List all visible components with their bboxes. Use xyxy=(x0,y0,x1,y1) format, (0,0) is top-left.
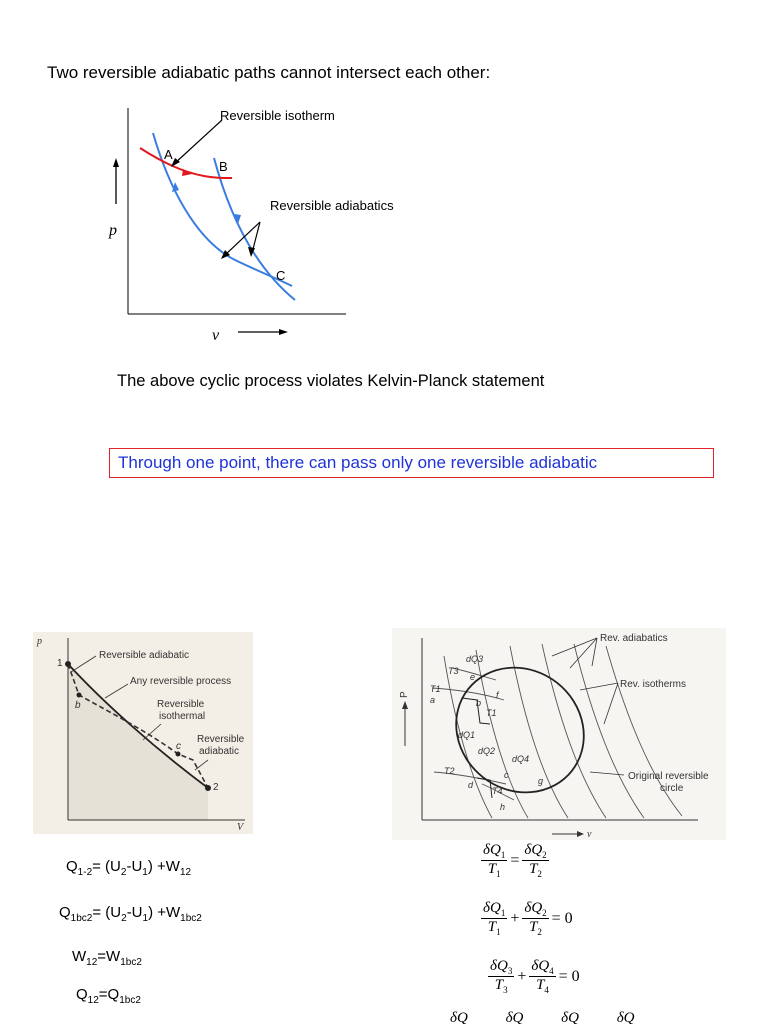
label-rev-isothermal-2: isothermal xyxy=(159,711,206,722)
label-point-1: 1 xyxy=(57,658,63,669)
label-point-2: 2 xyxy=(213,782,219,793)
equation-sum-zero-12: $\frac{\delta Q_1}{T_1}$ + $\frac{\delta Q_2}{T_2}$ = 0 xyxy=(483,900,573,937)
label-rev-adiabatic2-1: Reversible xyxy=(197,734,245,745)
point-2 xyxy=(205,785,211,791)
isotherm-pointer xyxy=(174,120,222,164)
fraction: $\frac{\delta Q_1}{T_1}$ xyxy=(483,900,506,937)
label-dq2: dQ2 xyxy=(478,746,496,756)
v-axis-label: v xyxy=(587,829,592,840)
label-rev-adiabatics: Rev. adiabatics xyxy=(600,633,668,644)
label-t2: T2 xyxy=(444,766,455,776)
fraction: $\frac{\delta Q_1}{T_1}$ xyxy=(483,842,506,879)
equation-first-law-direct: $Q_{1-2}= (U_2-U_1) +W_{12}$ xyxy=(66,858,192,878)
p-axis-label: P xyxy=(399,691,410,698)
label-a: a xyxy=(430,695,436,705)
label-t3: T3 xyxy=(448,666,459,676)
label-original-1: Original reversible xyxy=(628,771,709,782)
label-dq1: dQ1 xyxy=(458,730,476,740)
point-b-label: B xyxy=(219,159,228,174)
label-rev-adiabatic2-2: adiabatic xyxy=(199,746,240,757)
equation-ratio-equal: $\frac{\delta Q_1}{T_1}$ = $\frac{\delta Q_2}{T_2}$ xyxy=(483,842,547,879)
fraction: $\frac{\delta Q_4}{T_4}$ xyxy=(531,958,554,995)
label-t1-left: T1 xyxy=(430,684,441,694)
isotherm-label: Reversible isotherm xyxy=(220,108,335,123)
label-t4: T4 xyxy=(492,786,503,796)
point-1 xyxy=(65,661,71,667)
adiabatics-label: Reversible adiabatics xyxy=(270,198,394,213)
equation-cutoff-row: δQ δQ δQ δQ xyxy=(450,1010,635,1024)
label-t1-right: T1 xyxy=(486,708,497,718)
label-rev-isotherms: Rev. isotherms xyxy=(620,679,686,690)
label-g: g xyxy=(538,776,544,786)
reversible-process-figure xyxy=(33,632,253,834)
v-axis-label: v xyxy=(212,327,220,344)
boxed-statement: Through one point, there can pass only one reversible adiabatic xyxy=(109,448,714,478)
kelvin-planck-statement: The above cyclic process violates Kelvin-Planck statement xyxy=(117,372,545,390)
label-dq4: dQ4 xyxy=(512,754,530,764)
point-a-label: A xyxy=(164,147,173,162)
heading: Two reversible adiabatic paths cannot intersect each other: xyxy=(47,63,491,82)
label-dq3: dQ3 xyxy=(466,654,484,664)
p-axis-label: p xyxy=(109,222,117,239)
p-axis-label: p xyxy=(37,636,42,647)
label-h: h xyxy=(500,802,506,812)
label-original-2: circle xyxy=(660,783,684,794)
label-point-c: c xyxy=(176,741,181,752)
adiabatics-diagram xyxy=(100,100,430,350)
v-axis-label: V xyxy=(237,822,244,833)
label-b: b xyxy=(476,698,482,708)
fraction: $\frac{\delta Q_2}{T_2}$ xyxy=(524,900,547,937)
equation-first-law-path: $Q_{1bc2}= (U_2-U_1) +W_{1bc2}$ xyxy=(59,904,202,924)
label-e: e xyxy=(470,672,476,682)
fraction: $\frac{\delta Q_3}{T_3}$ xyxy=(490,958,513,995)
equation-work-equal: $W_{12}=W_{1bc2}$ xyxy=(72,948,142,968)
label-f: f xyxy=(496,690,499,700)
equation-heat-equal: $Q_{12}=Q_{1bc2}$ xyxy=(76,986,141,1006)
adiabatics-pointer-1 xyxy=(224,222,260,256)
label-point-b: b xyxy=(75,700,81,711)
label-rev-isothermal-1: Reversible xyxy=(157,699,205,710)
point-b xyxy=(77,693,82,698)
equation-sum-zero-34: $\frac{\delta Q_3}{T_3}$ + $\frac{\delta Q_4}{T_4}$ = 0 xyxy=(490,958,580,995)
fraction: $\frac{\delta Q_2}{T_2}$ xyxy=(524,842,547,879)
v-arrow-head xyxy=(279,329,288,335)
p-arrow-head xyxy=(113,158,119,167)
point-c-label: C xyxy=(276,268,286,283)
point-c xyxy=(176,752,181,757)
label-rev-adiabatic: Reversible adiabatic xyxy=(99,650,190,661)
clausius-circle-figure xyxy=(392,628,726,840)
label-d: d xyxy=(468,780,474,790)
label-c: c xyxy=(504,770,509,780)
label-any-process: Any reversible process xyxy=(130,676,232,687)
